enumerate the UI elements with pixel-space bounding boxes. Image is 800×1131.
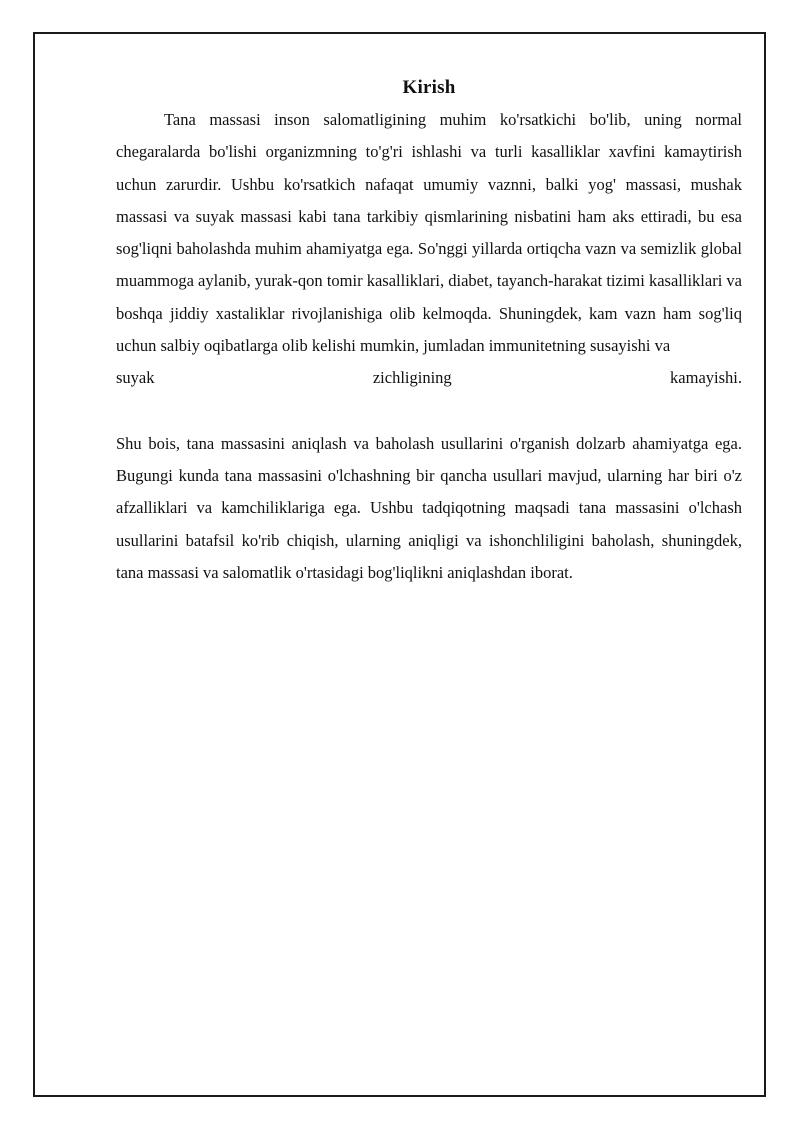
paragraph-1: Tana massasi inson salomatligining muhim ko'rsatkichi bo'lib, uning normal chegaralarda bo'lishi organizmning to'g'ri ishlashi va turli kasalliklar xavfini kamaytirish uchun zarurdir. Ushbu ko'rsatkich nafaqat umumiy vaznni, balki yog' massasi, mushak massasi va suyak massasi kabi tana tarkibiy qismlarining nisbatini ham aks ettiradi, bu esa sog'liqni baholashda muhim ahamiyatga ega. So'nggi yillarda ortiqcha vazn va semizlik global muammoga aylanib, yurak-qon tomir kasalliklari, diabet, tayanch-harakat tizimi kasalliklari va boshqa jiddiy xastaliklar rivojlanishiga olib kelmoqda. Shuningdek, kam vazn ham sog'liq uchun salbiy oqibatlarga olib kelishi mumkin, jumladan immunitetning susayishi va [116, 110, 742, 356]
document-body [116, 72, 742, 589]
paragraph-1-word-1: suyak [116, 368, 155, 388]
paragraph-1-word-3: kamayishi. [670, 368, 742, 388]
paragraph-2: Shu bois, tana massasini aniqlash va baholash usullarini o'rganish dolzarb ahamiyatga ega. Bugungi kunda tana massasini o'lchashning bir qancha usullari mavjud, ularning har biri o'z afzalliklari va kamchiliklariga ega. Ushbu tadqiqotning maqsadi tana massasini o'lchash usullarini batafsil ko'rib chiqish, ularning aniqligi va ishonchliligini baholash, shuningdek, tana massasi va salomatlik o'rtasidagi bog'liqlikni aniqlashdan iborat. [116, 433, 742, 582]
document-title: Kirish [402, 77, 456, 98]
paragraph-1-word-2: zichligining [372, 368, 452, 388]
paragraph-spacer [116, 395, 742, 428]
paragraph-1-last-line [116, 362, 742, 394]
